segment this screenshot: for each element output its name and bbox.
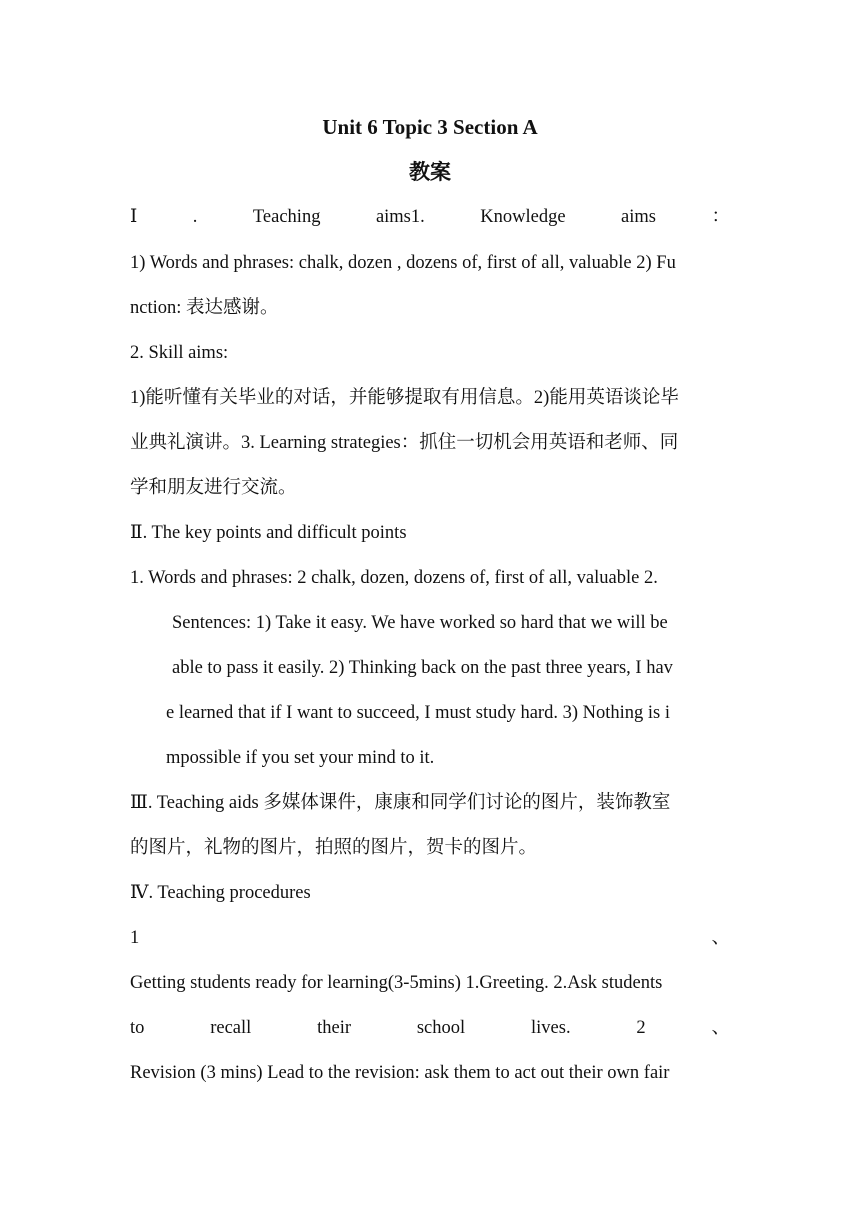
function-line: nction: 表达感谢。 [130,298,279,318]
recall-word: 2 [636,1018,646,1038]
teaching-aids-line-1: Ⅲ. Teaching aids 多媒体课件，康康和同学们讨论的图片，装饰教室 [130,793,671,813]
teaching-aids-line-2: 的图片，礼物的图片，拍照的图片，贺卡的图片。 [130,838,538,858]
skill-aims-line: 2. Skill aims: [130,343,229,363]
aims-word: Knowledge [480,207,566,227]
aims-word: . [192,207,198,227]
aims-word: Teaching [252,207,321,227]
recall-word: to [130,1018,145,1038]
revision-line: Revision (3 mins) Lead to the revision: ask them to act out their own fair [130,1063,670,1083]
words-phrases-line: 1) Words and phrases: chalk, dozen , dozens of, first of all, valuable 2) Fu [130,253,676,273]
key-points-line-5: mpossible if you set your mind to it. [166,748,435,768]
procedures-heading: Ⅳ. Teaching procedures [130,883,311,903]
aims-word: ： [711,207,730,227]
recall-word: their [317,1018,352,1038]
aims-word: aims1. [375,207,425,227]
aims-heading-line [130,204,730,230]
recall-word: lives. [531,1018,571,1038]
key-points-line-3: able to pass it easily. 2) Thinking back on the past three years, I hav [172,658,673,678]
recall-word: 、 [711,1018,730,1038]
skill-line-2: 业典礼演讲。3. Learning strategies：抓住一切机会用英语和老师、同 [130,433,679,453]
recall-word: recall [210,1018,252,1038]
procedure-number: 1 [130,928,140,948]
getting-ready-line: Getting students ready for learning(3-5mins) 1.Greeting. 2.Ask students [130,973,663,993]
document-title: Unit 6 Topic 3 Section A [322,115,538,139]
key-points-line-1: 1. Words and phrases: 2 chalk, dozen, dozens of, first of all, valuable 2. [130,568,658,588]
recall-word: school [416,1018,466,1038]
document-subtitle: 教案 [409,160,451,184]
key-points-line-2: Sentences: 1) Take it easy. We have worked so hard that we will be [172,613,668,633]
procedure-number-line [130,925,730,951]
aims-word: aims [621,207,656,227]
aims-word: Ⅰ [130,207,138,227]
procedure-mark: 、 [711,928,730,948]
key-points-line-4: e learned that if I want to succeed, I must study hard. 3) Nothing is i [166,703,670,723]
key-points-heading: Ⅱ. The key points and difficult points [130,523,407,543]
recall-line [130,1015,730,1041]
skill-line-1: 1)能听懂有关毕业的对话，并能够提取有用信息。2)能用英语谈论毕 [130,388,679,408]
skill-line-3: 学和朋友进行交流。 [130,478,297,498]
